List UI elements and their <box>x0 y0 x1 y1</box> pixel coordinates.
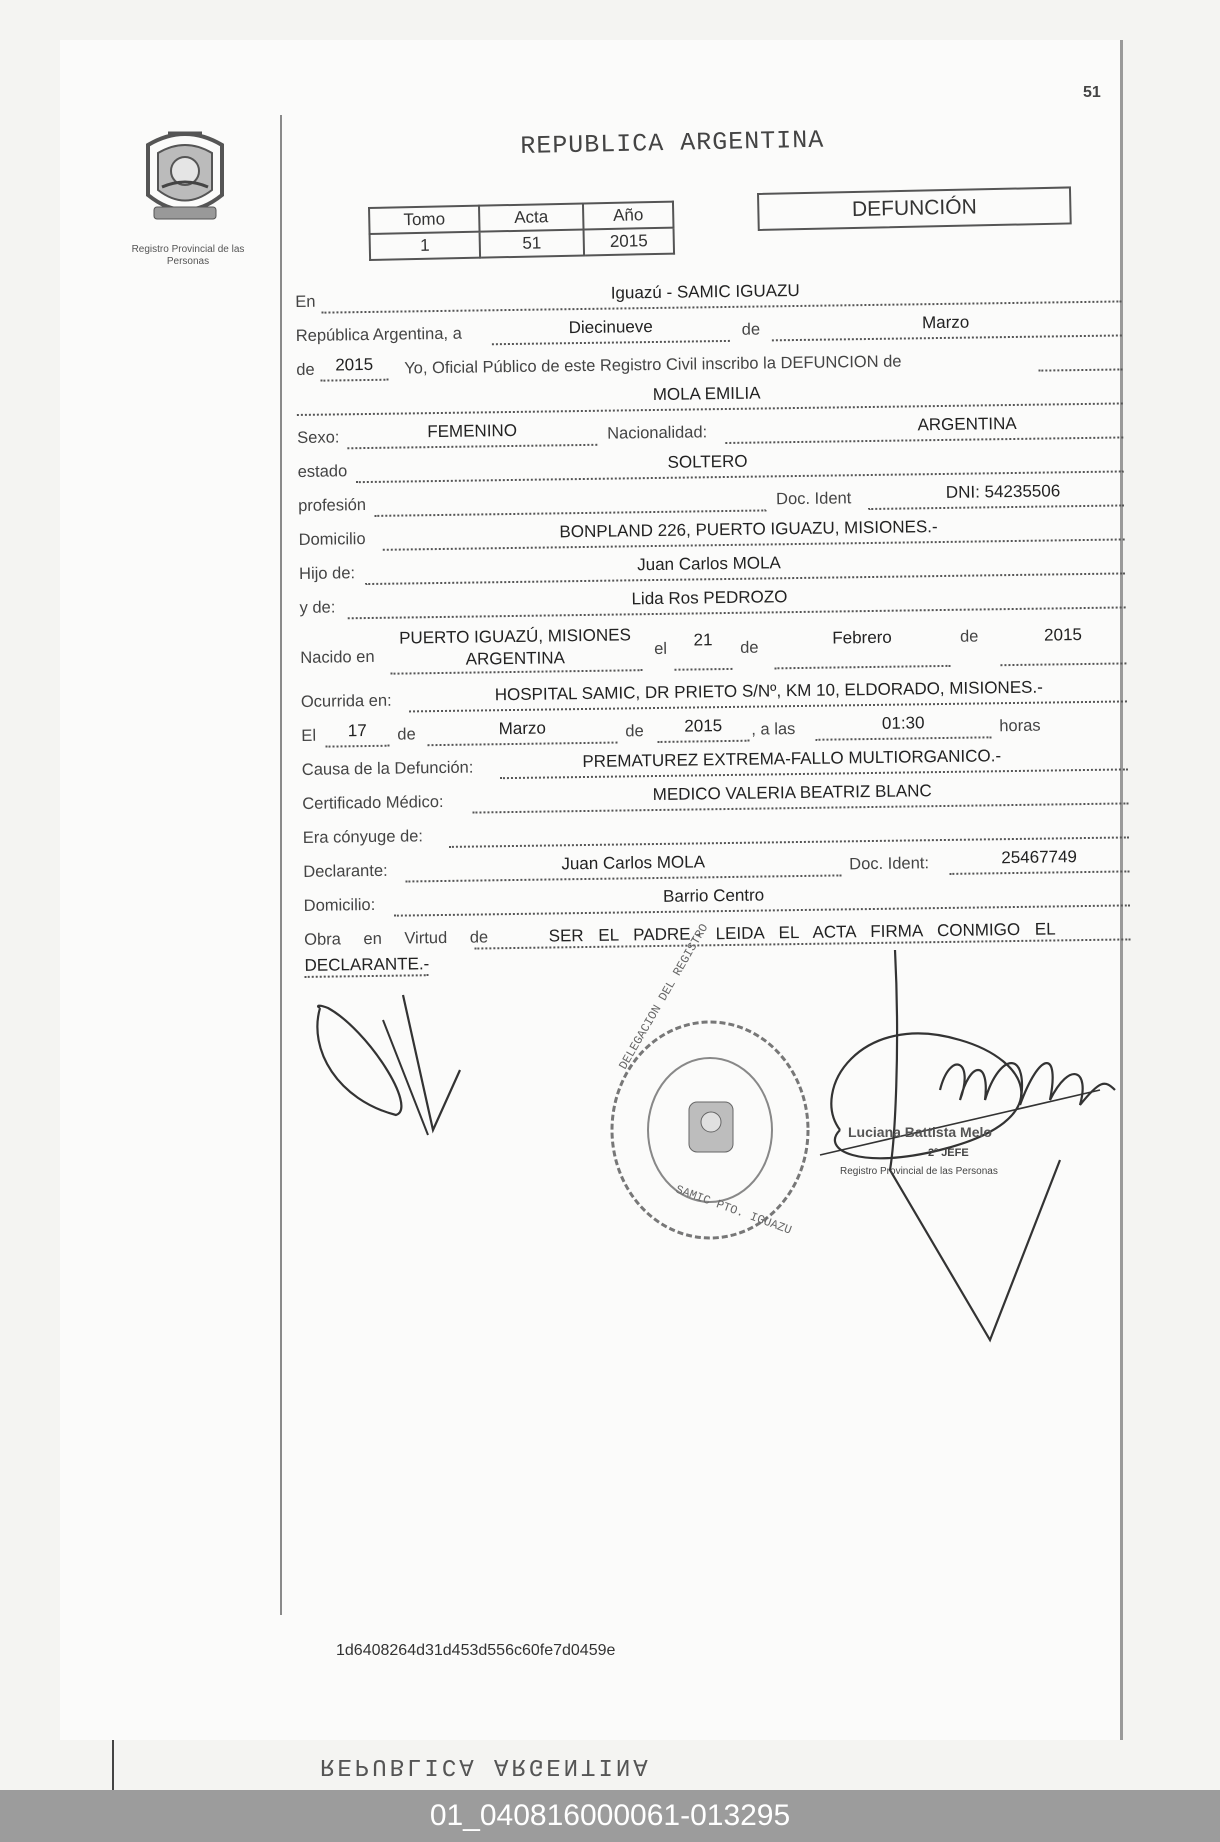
value-mes-registro: Marzo <box>921 312 970 333</box>
label-de: de <box>741 320 761 339</box>
value-nacido-anio: 2015 <box>1043 625 1083 645</box>
margin-line <box>280 115 282 1615</box>
value-defuncion-anio: 2015 <box>684 716 723 736</box>
line-birth <box>300 615 1121 676</box>
book-reference-table <box>368 201 675 261</box>
page-number: 51 <box>1083 84 1101 101</box>
label-nacionalidad: Nacionalidad: <box>607 423 708 443</box>
label-horas: horas <box>999 716 1041 736</box>
value-estado: SOLTERO <box>667 451 748 472</box>
value-nacido-mes: Febrero <box>832 627 892 648</box>
value-defuncion-dia: 17 <box>347 721 367 741</box>
value-fallecido: MOLA EMILIA <box>652 383 761 405</box>
label-a-las: , a las <box>751 720 796 739</box>
declarant-signature <box>308 990 468 1140</box>
acta-value: 51 <box>480 229 585 257</box>
label-de-year: de <box>296 360 315 379</box>
label-yo-oficial: Yo, Oficial Público de este Registro Civil inscribo la DEFUNCION de <box>404 352 902 378</box>
scan-id-bar <box>0 1790 1220 1842</box>
label-hijo-de: Hijo de: <box>298 564 356 583</box>
acta-header: Acta <box>479 203 584 231</box>
value-obra-texto-1: SER EL PADRE.- LEIDA EL ACTA FIRMA CONMIGO EL <box>548 919 1056 946</box>
value-lugar: Iguazú - SAMIC IGUAZU <box>610 280 800 303</box>
mirrored-header-text: REPUBLICA ARGENTINA <box>320 1752 651 1779</box>
officer-name: Luciana Battista Melo <box>848 1124 992 1140</box>
label-ocurrida-en: Ocurrida en: <box>300 691 392 711</box>
label-republica: República Argentina, a <box>295 324 462 345</box>
officer-org: Registro Provincial de las Personas <box>840 1166 998 1177</box>
label-causa: Causa de la Defunción: <box>301 758 474 779</box>
label-de-birth-year: de <box>959 627 979 646</box>
value-nacido-dia: 21 <box>693 630 713 650</box>
label-y-de: y de: <box>299 598 336 617</box>
value-padre: Juan Carlos MOLA <box>637 553 781 575</box>
stamp-emblem-icon <box>689 1102 733 1152</box>
label-de-birth: de <box>740 638 759 657</box>
value-causa: PREMATUREZ EXTREMA-FALLO MULTIORGANICO.- <box>582 746 1002 772</box>
label-doc-ident: Doc. Ident <box>775 489 852 509</box>
misiones-coat-of-arms-icon <box>138 125 232 231</box>
value-dia-registro: Diecinueve <box>568 317 653 338</box>
value-declarante: Juan Carlos MOLA <box>561 852 706 874</box>
officer-role: 2º JEFE <box>928 1147 969 1159</box>
official-stamp <box>605 921 825 1250</box>
label-de-death-year: de <box>625 722 644 741</box>
officer-signature <box>800 930 1120 1350</box>
value-sexo: FEMENINO <box>427 420 518 442</box>
value-doc-ident: DNI: 54235506 <box>945 481 1061 502</box>
value-obra-texto-2: DECLARANTE.- <box>304 954 430 975</box>
ano-value: 2015 <box>584 228 675 256</box>
label-nacido-en: Nacido en <box>300 647 375 667</box>
label-profesion: profesión <box>298 496 367 515</box>
value-nacido-lugar-1: PUERTO IGUAZÚ, MISIONES <box>399 625 631 648</box>
value-defuncion-hora: 01:30 <box>881 713 925 733</box>
label-certificado: Certificado Médico: <box>302 792 444 813</box>
registry-caption: Registro Provincial de las Personas <box>131 244 245 267</box>
label-doc-ident-declarante: Doc. Ident: <box>849 854 930 874</box>
document-title: REPUBLICA ARGENTINA <box>520 125 825 161</box>
label-de-death: de <box>397 725 416 744</box>
line-mother <box>299 579 1119 620</box>
tomo-header: Tomo <box>369 206 480 234</box>
value-nacido-lugar-2: ARGENTINA <box>465 648 566 669</box>
value-certificado: MEDICO VALERIA BEATRIZ BLANC <box>652 781 932 805</box>
label-el: el <box>654 639 668 659</box>
scan-id-text: 01_040816000061-013295 <box>429 1799 791 1832</box>
value-madre: Lida Ros PEDROZO <box>631 587 788 609</box>
label-domicilio: Domicilio <box>298 530 366 549</box>
value-domicilio: BONPLAND 226, PUERTO IGUAZU, MISIONES.- <box>559 517 938 542</box>
value-nacionalidad: ARGENTINA <box>917 413 1017 435</box>
record-type-box: DEFUNCIÓN <box>757 186 1072 231</box>
ano-header: Año <box>583 202 674 230</box>
label-obra-en: Obra en Virtud de <box>304 928 489 949</box>
value-ocurrida-en: HOSPITAL SAMIC, DR PRIETO S/Nº, KM 10, ELDORADO, MISIONES.- <box>494 677 1043 705</box>
value-anio-registro: 2015 <box>335 354 374 375</box>
label-conyuge: Era cónyuge de: <box>302 827 424 847</box>
stamp-inner-text: SAMIC PTO. IGUAZU <box>673 1182 794 1238</box>
tomo-value: 1 <box>370 232 481 260</box>
next-page-edge <box>112 1740 114 1790</box>
document-hash: 1d6408264d31d453d556c60fe7d0459e <box>336 1642 616 1659</box>
label-declarante: Declarante: <box>303 861 388 881</box>
label-el-death: El <box>301 726 317 745</box>
stamp-ring-text: DELEGACION DEL REGISTRO <box>616 921 712 1072</box>
label-sexo: Sexo: <box>297 428 340 447</box>
label-en: En <box>295 292 316 311</box>
label-estado: estado <box>297 462 348 481</box>
value-defuncion-mes: Marzo <box>498 718 547 739</box>
value-declarante-doc: 25467749 <box>1001 847 1078 868</box>
value-declarante-domicilio: Barrio Centro <box>662 885 765 906</box>
label-domicilio-declarante: Domicilio: <box>303 895 376 915</box>
